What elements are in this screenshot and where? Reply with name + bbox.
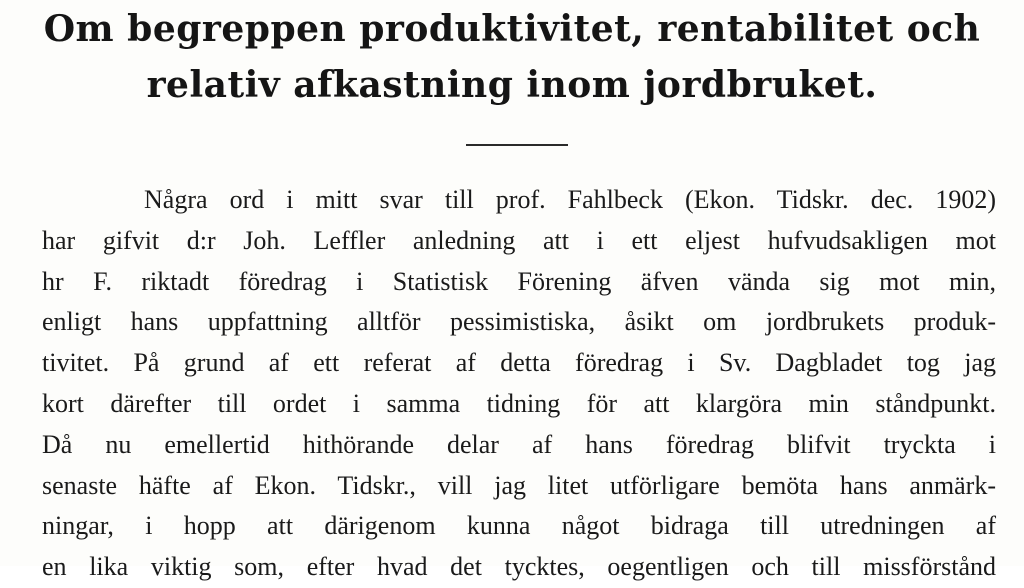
title-line-2: relativ afkastning inom jordbruket. [146,64,878,106]
body-line: Några ord i mitt svar till prof. Fahlbeck (Ekon. Tidskr. dec. 1902) [144,185,996,214]
body-line: senaste häfte af Ekon. Tidskr., vill jag litet utförligare bemöta hans anmärk- [42,470,996,500]
body-line: en lika viktig som, efter hvad det tycktes, oegentligen och till missförstånd [42,552,996,582]
separator-rule [466,144,568,146]
body-line: har gifvit d:r Joh. Leffler anledning att i ett eljest hufvudsakligen mot [42,225,996,255]
body-line: enligt hans uppfattning alltför pessimistiska, åsikt om jordbrukets produk- [42,307,996,337]
title-line-1: Om begreppen produktivitet, rentabilitet och [43,8,981,50]
body-line: kort därefter till ordet i samma tidning för att klargöra min ståndpunkt. [42,388,996,418]
body-line: tivitet. På grund af ett referat af detta föredrag i Sv. Dagbladet tog jag [42,348,996,378]
body-line: Då nu emellertid hithörande delar af hans föredrag blifvit tryckta i [42,429,996,459]
body-line: hr F. riktadt föredrag i Statistisk Förening äfven vända sig mot min, [42,266,996,296]
body-paragraph [42,180,996,588]
body-line: ningar, i hopp att därigenom kunna något bidraga till utredningen af [42,511,996,541]
